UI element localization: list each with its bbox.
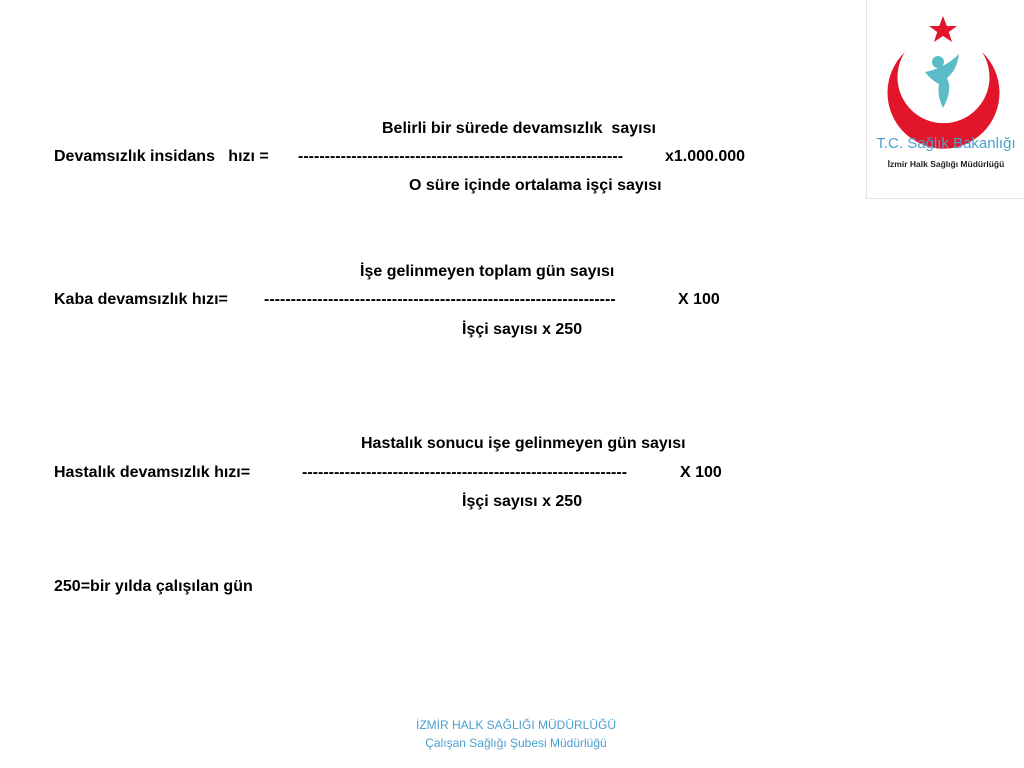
formula-1-multiplier: x1.000.000 [665,148,746,165]
formula-3-label: Hastalık devamsızlık hızı= [54,464,251,481]
logo-title: T.C. Sağlık Bakanlığı [876,135,1016,152]
formula-3-numerator: Hastalık sonucu işe gelinmeyen gün sayısı [361,435,686,452]
footer-branch: Çalışan Sağlığı Şubesi Müdürlüğü [425,736,607,750]
formula-1-label: Devamsızlık insidans hızı = [54,148,269,165]
formula-3-multiplier: X 100 [680,464,722,481]
formula-2-numerator: İşe gelinmeyen toplam gün sayısı [360,263,615,280]
formula-2-denominator: İşçi sayısı x 250 [462,321,583,338]
formula-2-multiplier: X 100 [678,291,720,308]
formula-1-numerator: Belirli bir sürede devamsızlık sayısı [382,120,656,137]
ministry-logo [866,0,1024,199]
formula-3-denominator: İşçi sayısı x 250 [462,493,583,510]
formula-1-denominator: O süre içinde ortalama işçi sayısı [409,177,662,194]
formula-2-fraction-bar: ------------------------------------------------------------------ [264,291,616,308]
formula-2-label: Kaba devamsızlık hızı= [54,291,228,308]
working-days-note: 250=bir yılda çalışılan gün [54,578,253,595]
formula-3-fraction-bar: ------------------------------------------------------------- [302,464,628,481]
logo-subtitle: İzmir Halk Sağlığı Müdürlüğü [887,159,1005,169]
footer-directorate: İZMİR HALK SAĞLIĞI MÜDÜRLÜĞÜ [415,718,617,732]
formula-1-fraction-bar: ------------------------------------------------------------- [298,148,624,165]
